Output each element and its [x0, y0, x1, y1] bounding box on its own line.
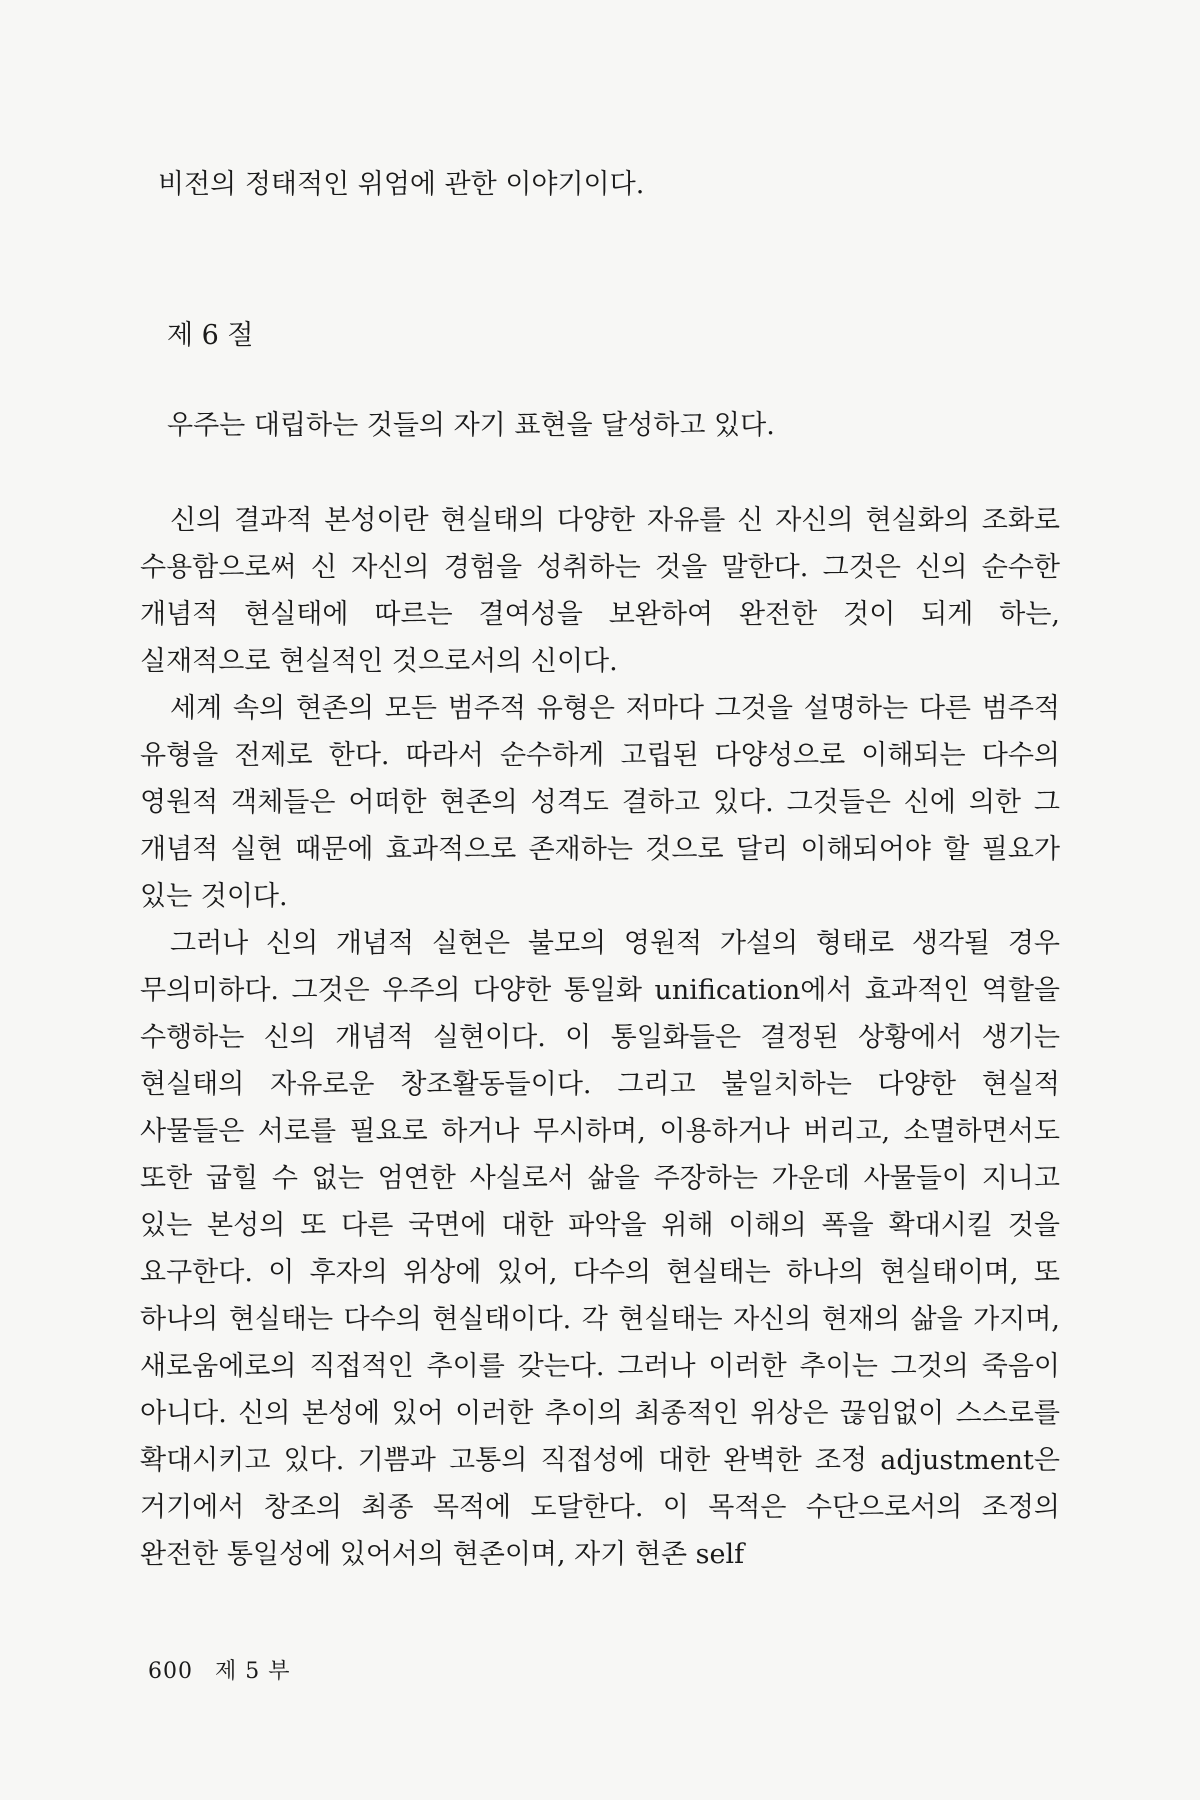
- paragraph-1: 신의 결과적 본성이란 현실태의 다양한 자유를 신 자신의 현실화의 조화로 수용함으로써 신 자신의 경험을 성취하는 것을 말한다. 그것은 신의 순수한 개념적 현실태에 따르는 결여성을 보완하여 완전한 것이 되게 하는, 실재적으로 현실적인 것으로서의 신이다.: [140, 505, 1060, 677]
- page-footer: [148, 1654, 291, 1685]
- section-title: 제 6 절: [167, 320, 254, 351]
- intro-line: 비전의 정태적인 위엄에 관한 이야기이다.: [158, 169, 645, 200]
- part-label: 제 5 부: [215, 1659, 291, 1684]
- paragraph-3: 그러나 신의 개념적 실현은 불모의 영원적 가설의 형태로 생각될 경우 무의미하다. 그것은 우주의 다양한 통일화 unification에서 효과적인 역할을 수행하는 신의 개념적 실현이다. 이 통일화들은 결정된 상황에서 생기는 현실태의 자유로운 창조활동들이다. 그리고 불일치하는 다양한 현실적 사물들은 서로를 필요로 하거나 무시하며, 이용하거나 버리고, 소멸하면서도 또한 굽힐 수 없는 엄연한 사실로서 삶을 주장하는 가운데 사물들이 지니고 있는 본성의 또 다른 국면에 대한 파악을 위해 이해의 폭을 확대시킬 것을 요구한다. 이 후자의 위상에 있어, 다수의 현실태는 하나의 현실태이며, 또 하나의 현실태는 다수의 현실태이다. 각 현실태는 자신의 현재의 삶을 가지며, 새로움에로의 직접적인 추이를 갖는다. 그러나 이러한 추이는 그것의 죽음이 아니다. 신의 본성에 있어 이러한 추이의 최종적인 위상은 끊임없이 스스로를 확대시키고 있다. 기쁨과 고통의 직접성에 대한 완벽한 조정 adjustment은 거기에서 창조의 최종 목적에 도달한다. 이 목적은 수단으로서의 조정의 완전한 통일성에 있어서의 현존이며, 자기 현존 self: [140, 928, 1060, 1570]
- body-text: [140, 497, 1060, 1578]
- page-number: 600: [148, 1659, 193, 1684]
- paragraph-2: 세계 속의 현존의 모든 범주적 유형은 저마다 그것을 설명하는 다른 범주적 유형을 전제로 한다. 따라서 순수하게 고립된 다양성으로 이해되는 다수의 영원적 객체들은 어떠한 현존의 성격도 결하고 있다. 그것들은 신에 의한 그 개념적 실현 때문에 효과적으로 존재하는 것으로 달리 이해되어야 할 필요가 있는 것이다.: [140, 693, 1060, 912]
- section-thesis: 우주는 대립하는 것들의 자기 표현을 달성하고 있다.: [167, 410, 775, 441]
